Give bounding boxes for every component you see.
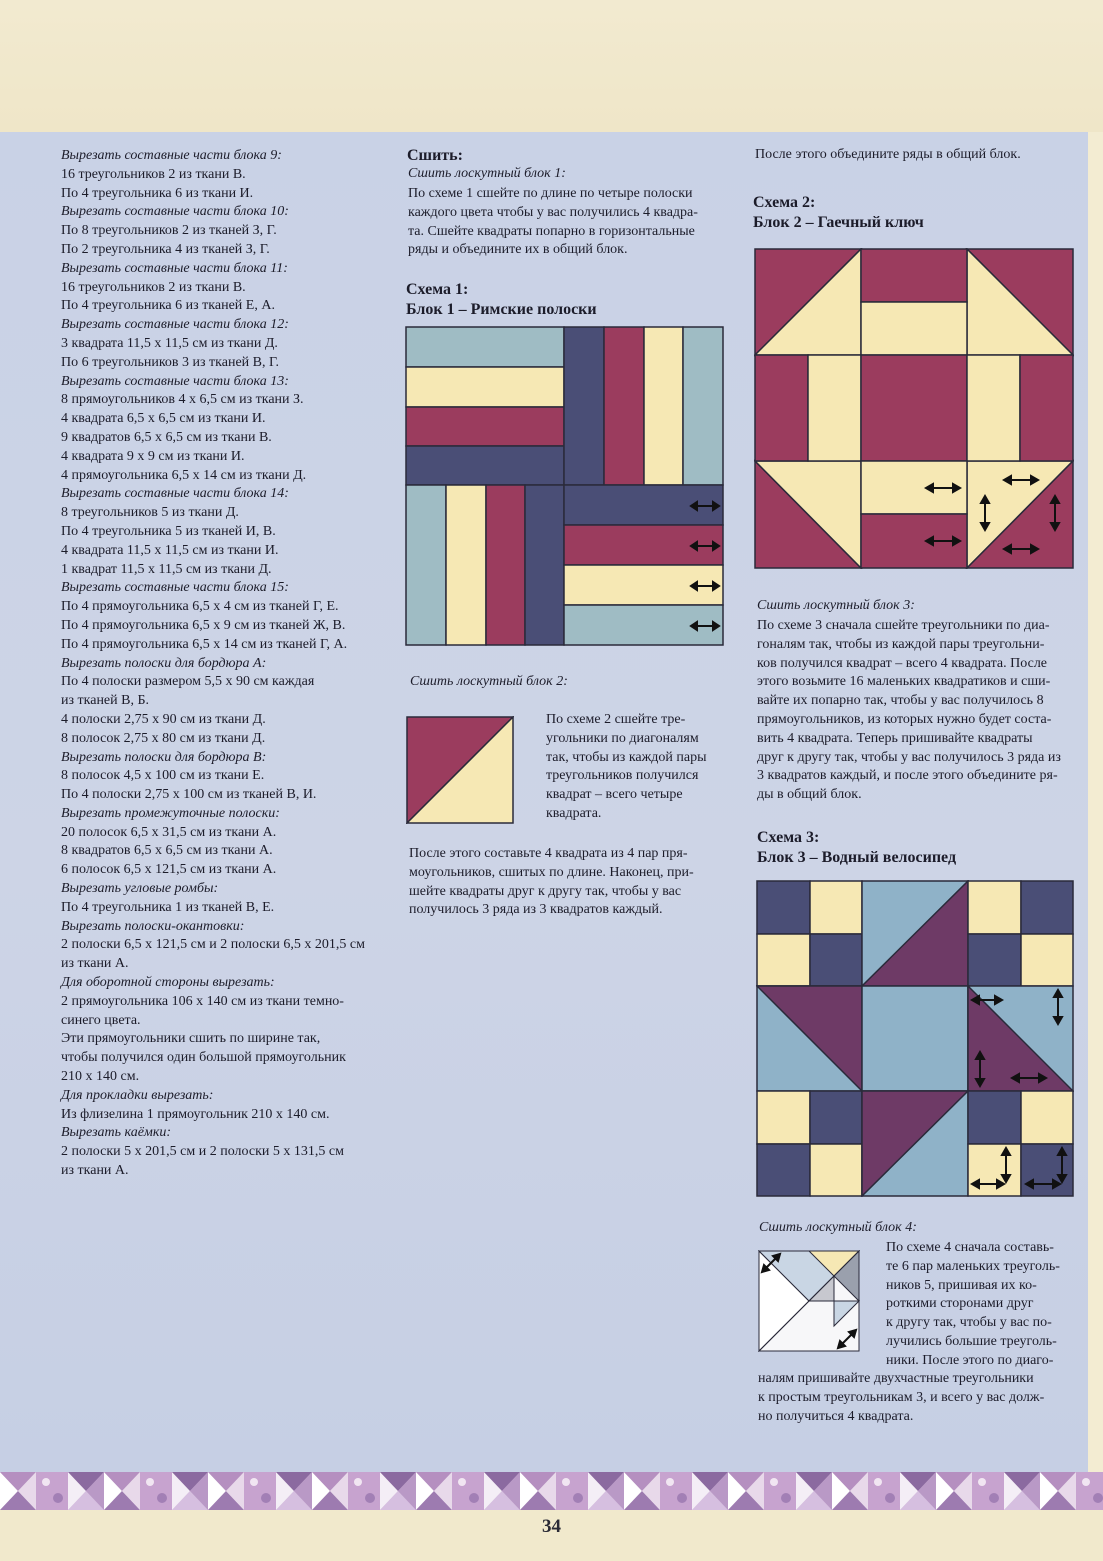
patch: [757, 1091, 810, 1144]
scheme-block2-half-square: [406, 716, 514, 824]
sew-heading: Сшить:: [407, 147, 463, 164]
strip: [644, 327, 683, 485]
text-line: После этого составьте 4 квадрата из 4 пар пря-: [409, 846, 688, 861]
text-line: квадрат – всего четыре: [546, 787, 683, 803]
cut-item: 16 треугольников 2 из ткани В.: [61, 166, 246, 182]
cutting-list: [61, 147, 391, 1181]
rect: [967, 355, 1020, 461]
cut-item: По 4 полоски 2,75 x 100 см из тканей В, И.: [61, 787, 317, 803]
section-caption: Вырезать составные части блока 11:: [61, 260, 288, 276]
text-line: те 6 пар маленьких треуголь-: [886, 1258, 1060, 1274]
scheme3-title: Схема 3:: [757, 829, 820, 846]
strip: [406, 367, 564, 407]
section-caption: Вырезать составные части блока 13:: [61, 373, 289, 389]
cut-item: По 8 треугольников 2 из тканей З, Г.: [61, 223, 277, 239]
strip: [406, 485, 446, 645]
text-line: По схеме 3 сначала сшейте треугольники по диа-: [757, 618, 1050, 633]
text-line: вить 4 квадрата. Теперь пришивайте квадраты: [757, 730, 1033, 746]
text-line: вайте их попарно так, чтобы у вас получилось 8: [757, 693, 1044, 709]
text-line: роткими сторонами друг: [886, 1296, 1034, 1312]
block4-text-side: [886, 1239, 1076, 1371]
block2-caption: Сшить лоскутный блок 2:: [410, 674, 568, 689]
cut-item: 2 прямоугольника 106 x 140 см из ткани темно-: [61, 993, 344, 1009]
section-caption: Вырезать угловые ромбы:: [61, 881, 219, 897]
text-line: налям пришивайте двухчастные треугольники: [758, 1371, 1034, 1386]
text-line: треугольников получился: [546, 768, 699, 784]
cut-item: 4 квадрата 11,5 x 11,5 см из ткани И.: [61, 542, 279, 558]
section-caption: Вырезать каёмки:: [61, 1125, 172, 1141]
section-caption: Вырезать составные части блока 10:: [61, 204, 289, 220]
cut-item: 4 полоски 2,75 x 90 см из ткани Д.: [61, 711, 266, 727]
cut-item: из ткани А.: [61, 956, 129, 972]
patch: [968, 934, 1021, 986]
text-line: лучились большие треуголь-: [886, 1333, 1057, 1349]
text-line: ряды и объедините их в общий блок.: [408, 242, 628, 258]
text-line: но получиться 4 квадрата.: [758, 1408, 914, 1424]
scheme1-subtitle: Блок 1 – Римские полоски: [406, 301, 597, 318]
block4-caption: Сшить лоскутный блок 4:: [759, 1220, 917, 1235]
cut-item: По 4 треугольника 6 из тканей Е, А.: [61, 298, 275, 314]
patch: [968, 1091, 1021, 1144]
cut-item: По 4 прямоугольника 6,5 x 9 см из тканей Ж, В.: [61, 617, 346, 633]
cut-item: 8 прямоугольников 4 x 6,5 см из ткани З.: [61, 392, 304, 408]
cut-item: По 4 треугольника 5 из тканей И, В.: [61, 523, 276, 539]
cut-item: 210 x 140 см.: [61, 1069, 140, 1085]
strip: [486, 485, 525, 645]
cut-item: 20 полосок 6,5 x 31,5 см из ткани А.: [61, 824, 277, 840]
text-line: к простым треугольникам 3, и всего у вас долж-: [758, 1389, 1045, 1405]
cut-item: По 4 прямоугольника 6,5 x 14 см из тканей Г, А.: [61, 636, 348, 652]
page-number: 34: [542, 1516, 561, 1537]
cut-item: По 4 полоски размером 5,5 x 90 см каждая: [61, 674, 315, 690]
text-line: ды в общий блок.: [757, 787, 862, 803]
text-line: прямоугольников, из которых нужно будет соста-: [757, 711, 1052, 727]
strip: [406, 407, 564, 446]
text-line: По схеме 2 сшейте тре-: [546, 712, 686, 727]
cut-item: из тканей В, Б.: [61, 693, 150, 709]
patch: [1021, 881, 1073, 934]
text-line: этого возьмите 16 маленьких квадратиков и сши-: [757, 674, 1051, 690]
cut-item: синего цвета.: [61, 1012, 141, 1028]
strip: [683, 327, 723, 485]
text-line: так, чтобы из каждой пары: [546, 749, 707, 765]
cut-item: 16 треугольников 2 из ткани В.: [61, 279, 246, 295]
patch: [1021, 934, 1073, 986]
scheme3-block: [756, 880, 1074, 1197]
scheme1-title: Схема 1:: [406, 281, 469, 298]
patch: [757, 881, 810, 934]
patch: [810, 881, 862, 934]
rect: [861, 249, 967, 302]
cut-item: По 4 прямоугольника 6,5 x 4 см из тканей Г, Е.: [61, 599, 339, 615]
text-line: к другу так, чтобы у вас по-: [886, 1315, 1052, 1331]
rect: [861, 355, 967, 461]
section-caption: Вырезать полоски для бордюра В:: [61, 749, 267, 765]
text-line: получилось 3 ряда из 3 квадратов каждый.: [409, 902, 663, 918]
cut-item: 6 полосок 6,5 x 121,5 см из ткани А.: [61, 862, 277, 878]
text-line: шейте квадраты друг к другу так, чтобы у вас: [409, 883, 682, 899]
block2-text: [546, 711, 726, 824]
strip: [406, 446, 564, 485]
block1-caption: Сшить лоскутный блок 1:: [408, 166, 566, 181]
block2-after-text: [409, 845, 729, 920]
rect: [808, 355, 861, 461]
scheme2-wrench-block: [754, 248, 1074, 569]
cut-item: 4 квадрата 9 x 9 см из ткани И.: [61, 448, 245, 464]
scheme2-title: Схема 2:: [753, 194, 816, 211]
text-line: ков получился квадрат – всего 4 квадрата. После: [757, 655, 1048, 671]
patch: [810, 1091, 862, 1144]
cut-item: По 4 треугольника 6 из ткани И.: [61, 185, 254, 201]
patch: [810, 1144, 862, 1196]
cut-item: По 2 треугольника 4 из тканей З, Г.: [61, 241, 270, 257]
block3-text: [757, 617, 1077, 805]
cut-item: чтобы получился один большой прямоугольник: [61, 1050, 346, 1066]
patchwork-border: [0, 1472, 1103, 1510]
scheme2-subtitle: Блок 2 – Гаечный ключ: [753, 214, 924, 231]
join-rows-text: После этого объедините ряды в общий блок.: [755, 147, 1021, 162]
block3-caption: Сшить лоскутный блок 3:: [757, 598, 915, 613]
text-line: ники. После этого по диаго-: [886, 1352, 1054, 1368]
cut-item: из ткани А.: [61, 1163, 129, 1179]
cut-item: Эти прямоугольники сшить по ширине так,: [61, 1031, 321, 1047]
section-caption: Для оборотной стороны вырезать:: [61, 975, 275, 991]
text-line: друг к другу так, чтобы у вас получилось 3 ряда из: [757, 749, 1061, 765]
scheme3-subtitle: Блок 3 – Водный велосипед: [757, 849, 957, 866]
cut-item: 3 квадрата 11,5 x 11,5 см из ткани Д.: [61, 335, 278, 351]
cut-item: 8 квадратов 6,5 x 6,5 см из ткани А.: [61, 843, 273, 859]
section-caption: Вырезать составные части блока 12:: [61, 317, 289, 333]
section-caption: Для прокладки вырезать:: [61, 1087, 214, 1103]
cut-item: 2 полоски 5 x 201,5 см и 2 полоски 5 x 131,5 см: [61, 1144, 344, 1160]
patch: [862, 986, 968, 1091]
cut-item: 4 квадрата 6,5 x 6,5 см из ткани И.: [61, 411, 266, 427]
block4-text-full: [758, 1370, 1078, 1426]
text-line: моугольников, сшитых по длине. Наконец, при-: [409, 864, 694, 880]
cut-item: 8 полосок 4,5 x 100 см из ткани Е.: [61, 768, 265, 784]
text-line: По схеме 4 сначала составь-: [886, 1240, 1054, 1255]
top-margin: [0, 0, 1103, 132]
strip: [525, 485, 564, 645]
section-caption: Вырезать полоски-окантовки:: [61, 918, 245, 934]
patch: [968, 1144, 1021, 1196]
patch: [1021, 1091, 1073, 1144]
cut-item: 2 полоски 6,5 x 121,5 см и 2 полоски 6,5 x 201,5 см: [61, 937, 365, 953]
strip: [604, 327, 644, 485]
text-line: каждого цвета чтобы у вас получились 4 квадра-: [408, 204, 698, 220]
section-caption: Вырезать полоски для бордюра А:: [61, 655, 267, 671]
patch: [810, 934, 862, 986]
cut-item: 8 треугольников 5 из ткани Д.: [61, 505, 239, 521]
cut-item: По 4 треугольника 1 из тканей В, Е.: [61, 899, 275, 915]
section-caption: Вырезать составные части блока 15:: [61, 580, 289, 596]
section-caption: Вырезать составные части блока 14:: [61, 486, 289, 502]
text-line: гоналям так, чтобы из каждой пары треугольни-: [757, 636, 1045, 652]
strip: [564, 327, 604, 485]
scheme4-block: [758, 1250, 860, 1352]
cut-item: 9 квадратов 6,5 x 6,5 см из ткани В.: [61, 429, 272, 445]
cut-item: 1 квадрат 11,5 x 11,5 см из ткани Д.: [61, 561, 272, 577]
cut-item: По 6 треугольников 3 из тканей В, Г.: [61, 354, 280, 370]
section-caption: Вырезать составные части блока 9:: [61, 148, 282, 163]
text-line: 3 квадратов каждый, и после этого объедините ря-: [757, 768, 1058, 784]
cut-item: 4 прямоугольника 6,5 x 14 см из ткани Д.: [61, 467, 307, 483]
cut-item: Из флизелина 1 прямоугольник 210 x 140 см.: [61, 1106, 330, 1122]
text-line: По схеме 1 сшейте по длине по четыре полоски: [408, 186, 693, 201]
text-line: квадрата.: [546, 805, 602, 821]
scheme1-roman-stripes: [405, 326, 724, 646]
text-line: ников 5, пришивая их ко-: [886, 1277, 1037, 1293]
text-line: та. Сшейте квадраты попарно в горизонтальные: [408, 223, 695, 239]
patch: [757, 1144, 810, 1196]
text-line: угольники по диагоналям: [546, 730, 699, 746]
section-caption: Вырезать промежуточные полоски:: [61, 805, 280, 821]
patch: [757, 934, 810, 986]
rect: [861, 302, 967, 355]
rect: [1020, 355, 1073, 461]
block1-text: [408, 185, 728, 260]
rect: [755, 355, 808, 461]
strip: [446, 485, 486, 645]
strip: [406, 327, 564, 367]
cut-item: 8 полосок 2,75 x 80 см из ткани Д.: [61, 730, 266, 746]
patch: [968, 881, 1021, 934]
